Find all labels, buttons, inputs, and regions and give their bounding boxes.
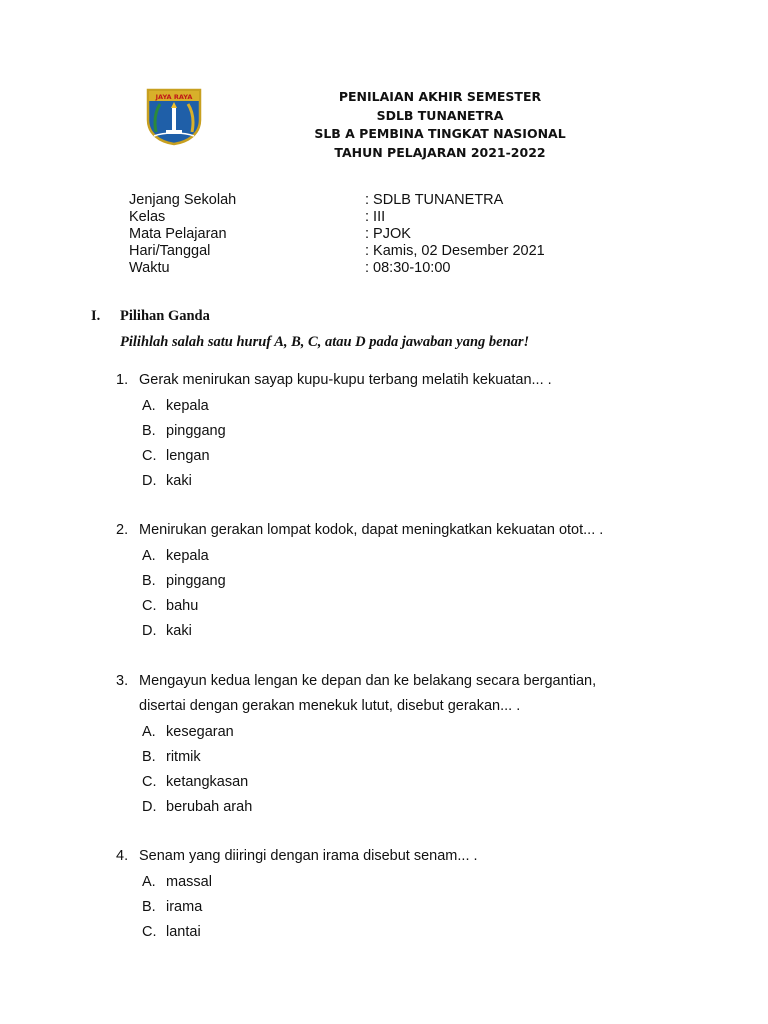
option-letter: B.	[142, 422, 156, 439]
option-b	[116, 745, 736, 770]
option-c	[116, 594, 736, 619]
info-value: : Kamis, 02 Desember 2021	[365, 243, 545, 259]
option-a	[116, 394, 736, 419]
option-b	[116, 895, 736, 920]
option-text: irama	[166, 898, 203, 915]
option-text: lantai	[166, 924, 201, 941]
option-text: kesegaran	[166, 723, 234, 740]
option-text: ketangkasan	[166, 773, 249, 790]
info-label: Jenjang Sekolah	[129, 192, 237, 208]
option-a	[116, 870, 736, 895]
question-text: Menirukan gerakan lompat kodok, dapat meningkatkan kekuatan otot... .	[139, 522, 604, 539]
question-line	[116, 669, 736, 695]
question-list	[116, 368, 736, 969]
info-value: : PJOK	[365, 226, 411, 242]
header-school-name: SLB A PEMBINA TINGKAT NASIONAL	[314, 126, 566, 141]
option-c	[116, 444, 736, 469]
emblem-icon	[144, 86, 204, 146]
option-letter: A.	[142, 873, 156, 890]
question-number: 1.	[116, 372, 129, 388]
option-c	[116, 770, 736, 795]
question-text-continued: disertai dengan gerakan menekuk lutut, disebut gerakan... .	[139, 698, 521, 714]
option-d	[116, 469, 736, 494]
option-letter: A.	[142, 397, 156, 414]
info-value: : SDLB TUNANETRA	[365, 192, 504, 208]
option-text: kaki	[166, 473, 192, 490]
option-a	[116, 544, 736, 569]
question-line	[116, 368, 736, 394]
question-3	[116, 669, 736, 821]
section-title: Pilihan Ganda	[120, 308, 210, 324]
header-title: PENILAIAN AKHIR SEMESTER	[338, 89, 542, 104]
document-header	[290, 88, 590, 162]
option-b	[116, 569, 736, 594]
option-text: bahu	[166, 598, 199, 615]
option-letter: D.	[142, 473, 157, 490]
instruction-text: Pilihlah salah satu huruf A, B, C, atau D pada jawaban yang benar!	[120, 334, 530, 350]
option-letter: D.	[142, 799, 157, 816]
option-d	[116, 619, 736, 644]
option-text: berubah arah	[166, 799, 253, 816]
question-line	[116, 518, 736, 544]
info-label: Mata Pelajaran	[129, 226, 227, 242]
question-text: Gerak menirukan sayap kupu-kupu terbang melatih kekuatan... .	[139, 372, 552, 388]
option-d	[116, 795, 736, 820]
question-1	[116, 368, 736, 494]
section-number: I.	[91, 308, 101, 324]
header-school-type: SDLB TUNANETRA	[376, 107, 504, 123]
option-letter: C.	[142, 924, 157, 941]
option-c	[116, 920, 736, 945]
option-a	[116, 720, 736, 745]
question-number: 4.	[116, 848, 129, 865]
option-letter: A.	[142, 723, 156, 740]
option-text: kepala	[166, 547, 209, 564]
question-2	[116, 518, 736, 644]
question-line	[116, 694, 736, 720]
question-text: Mengayun kedua lengan ke depan dan ke belakang secara bergantian,	[139, 672, 597, 689]
option-text: massal	[166, 873, 212, 890]
option-text: lengan	[166, 447, 210, 464]
option-letter: C.	[142, 773, 157, 790]
option-text: ritmik	[166, 748, 201, 765]
info-label: Waktu	[129, 260, 170, 276]
option-letter: B.	[142, 898, 156, 915]
info-value: : 08:30-10:00	[365, 260, 451, 276]
info-label: Kelas	[129, 209, 166, 225]
option-letter: A.	[142, 547, 156, 564]
school-emblem-logo	[144, 86, 204, 146]
option-letter: C.	[142, 447, 157, 464]
option-letter: B.	[142, 748, 156, 765]
option-text: kepala	[166, 397, 209, 414]
question-line	[116, 844, 736, 870]
option-text: kaki	[166, 623, 192, 640]
option-text: pinggang	[166, 422, 226, 439]
info-value: : III	[365, 209, 386, 225]
question-text: Senam yang diiringi dengan irama disebut senam... .	[139, 848, 478, 865]
option-text: pinggang	[166, 572, 226, 589]
emblem-banner-text: JAYA RAYA	[155, 93, 193, 101]
question-number: 2.	[116, 522, 129, 539]
option-letter: C.	[142, 598, 157, 615]
question-4	[116, 844, 736, 945]
option-letter: D.	[142, 623, 157, 640]
info-label: Hari/Tanggal	[129, 243, 211, 259]
option-b	[116, 419, 736, 444]
question-number: 3.	[116, 672, 129, 689]
option-letter: B.	[142, 572, 156, 589]
header-academic-year: TAHUN PELAJARAN 2021-2022	[334, 144, 546, 160]
